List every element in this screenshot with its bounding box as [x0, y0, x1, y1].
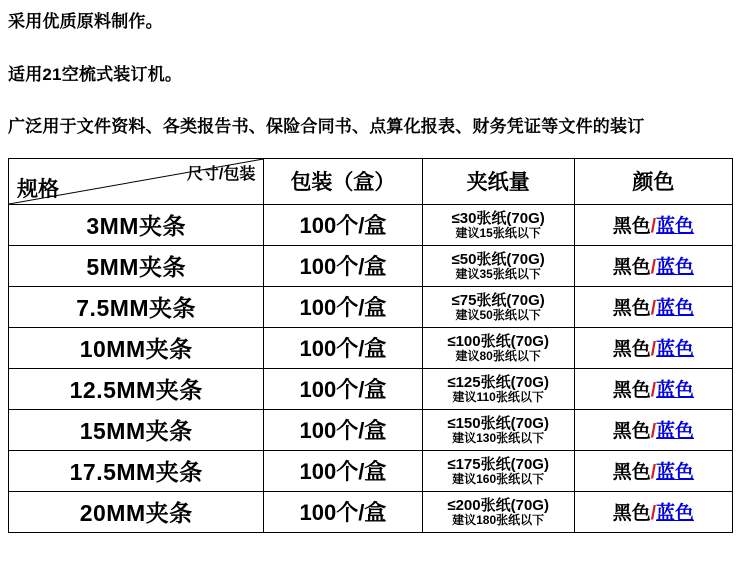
capacity-main: ≤75张纸(70G): [451, 291, 545, 309]
header-color: 颜色: [574, 158, 732, 204]
cell-packaging: 100个/盒: [264, 491, 422, 532]
cell-color: [574, 286, 732, 327]
capacity-main: ≤200张纸(70G): [447, 496, 549, 514]
color-blue-label[interactable]: 蓝色: [656, 462, 695, 484]
color-black-label: 黑色: [612, 503, 651, 525]
cell-capacity: [422, 409, 574, 450]
cell-spec: 15MM夹条: [9, 409, 264, 450]
cell-capacity: [422, 327, 574, 368]
table-row: [9, 491, 733, 532]
capacity-sub: 建议180张纸以下: [452, 512, 545, 527]
cell-packaging: 100个/盒: [264, 409, 422, 450]
color-separator: /: [650, 380, 657, 402]
color-black-label: 黑色: [612, 257, 651, 279]
capacity-main: ≤100张纸(70G): [447, 332, 549, 350]
color-separator: /: [650, 421, 657, 443]
color-blue-label[interactable]: 蓝色: [656, 421, 695, 443]
color-blue-label[interactable]: 蓝色: [656, 380, 695, 402]
cell-color: [574, 245, 732, 286]
cell-spec: 10MM夹条: [9, 327, 264, 368]
capacity-main: ≤125张纸(70G): [447, 373, 549, 391]
cell-packaging: 100个/盒: [264, 368, 422, 409]
color-blue-label[interactable]: 蓝色: [656, 339, 695, 361]
intro-line-1: 采用优质原料制作。: [8, 12, 163, 31]
cell-packaging: 100个/盒: [264, 327, 422, 368]
cell-spec: 12.5MM夹条: [9, 368, 264, 409]
capacity-main: ≤175张纸(70G): [447, 455, 549, 473]
header-corner-cell: [9, 158, 264, 204]
color-blue-label[interactable]: 蓝色: [656, 216, 695, 238]
color-separator: /: [650, 216, 657, 238]
intro-line-3: 广泛用于文件资料、各类报告书、保险合同书、点算化报表、财务凭证等文件的装订: [8, 117, 645, 137]
color-blue-label[interactable]: 蓝色: [656, 257, 695, 279]
capacity-main: ≤30张纸(70G): [451, 209, 545, 227]
color-blue-label[interactable]: 蓝色: [656, 298, 695, 320]
table-row: [9, 368, 733, 409]
cell-capacity: [422, 286, 574, 327]
table-row: [9, 286, 733, 327]
color-black-label: 黑色: [612, 339, 651, 361]
cell-spec: 20MM夹条: [9, 491, 264, 532]
color-separator: /: [650, 462, 657, 484]
intro-line-2: 适用21空梳式装订机。: [8, 64, 183, 84]
capacity-sub: 建议130张纸以下: [452, 430, 545, 445]
capacity-sub: 建议35张纸以下: [455, 266, 541, 281]
color-separator: /: [650, 257, 657, 279]
specification-table: [8, 158, 733, 533]
color-black-label: 黑色: [612, 298, 651, 320]
table-row: [9, 409, 733, 450]
intro-text-block: [0, 0, 741, 140]
cell-packaging: 100个/盒: [264, 245, 422, 286]
color-black-label: 黑色: [612, 216, 651, 238]
color-blue-label[interactable]: 蓝色: [656, 503, 695, 525]
cell-color: [574, 450, 732, 491]
capacity-sub: 建议110张纸以下: [452, 389, 544, 404]
cell-color: [574, 491, 732, 532]
cell-color: [574, 204, 732, 245]
cell-packaging: 100个/盒: [264, 450, 422, 491]
capacity-sub: 建议50张纸以下: [455, 307, 541, 322]
color-black-label: 黑色: [612, 462, 651, 484]
cell-capacity: [422, 368, 574, 409]
table-row: [9, 245, 733, 286]
color-separator: /: [650, 339, 657, 361]
header-size-pack-label: 尺寸/包装: [186, 165, 256, 183]
cell-packaging: 100个/盒: [264, 204, 422, 245]
color-black-label: 黑色: [612, 380, 651, 402]
cell-capacity: [422, 204, 574, 245]
cell-capacity: [422, 245, 574, 286]
capacity-main: ≤50张纸(70G): [451, 250, 545, 268]
color-black-label: 黑色: [612, 421, 651, 443]
header-capacity: 夹纸量: [422, 158, 574, 204]
capacity-sub: 建议80张纸以下: [455, 348, 541, 363]
cell-color: [574, 368, 732, 409]
cell-spec: 5MM夹条: [9, 245, 264, 286]
capacity-sub: 建议160张纸以下: [452, 471, 545, 486]
capacity-sub: 建议15张纸以下: [455, 225, 541, 240]
table-row: [9, 327, 733, 368]
color-separator: /: [650, 503, 657, 525]
header-packaging: 包装（盒）: [264, 158, 422, 204]
table-row: [9, 450, 733, 491]
capacity-main: ≤150张纸(70G): [447, 414, 549, 432]
cell-spec: 3MM夹条: [9, 204, 264, 245]
cell-spec: 7.5MM夹条: [9, 286, 264, 327]
cell-packaging: 100个/盒: [264, 286, 422, 327]
cell-spec: 17.5MM夹条: [9, 450, 264, 491]
cell-color: [574, 409, 732, 450]
cell-capacity: [422, 450, 574, 491]
header-spec-label: 规格: [17, 177, 59, 201]
cell-capacity: [422, 491, 574, 532]
table-header-row: [9, 158, 733, 204]
color-separator: /: [650, 298, 657, 320]
table-row: [9, 204, 733, 245]
cell-color: [574, 327, 732, 368]
